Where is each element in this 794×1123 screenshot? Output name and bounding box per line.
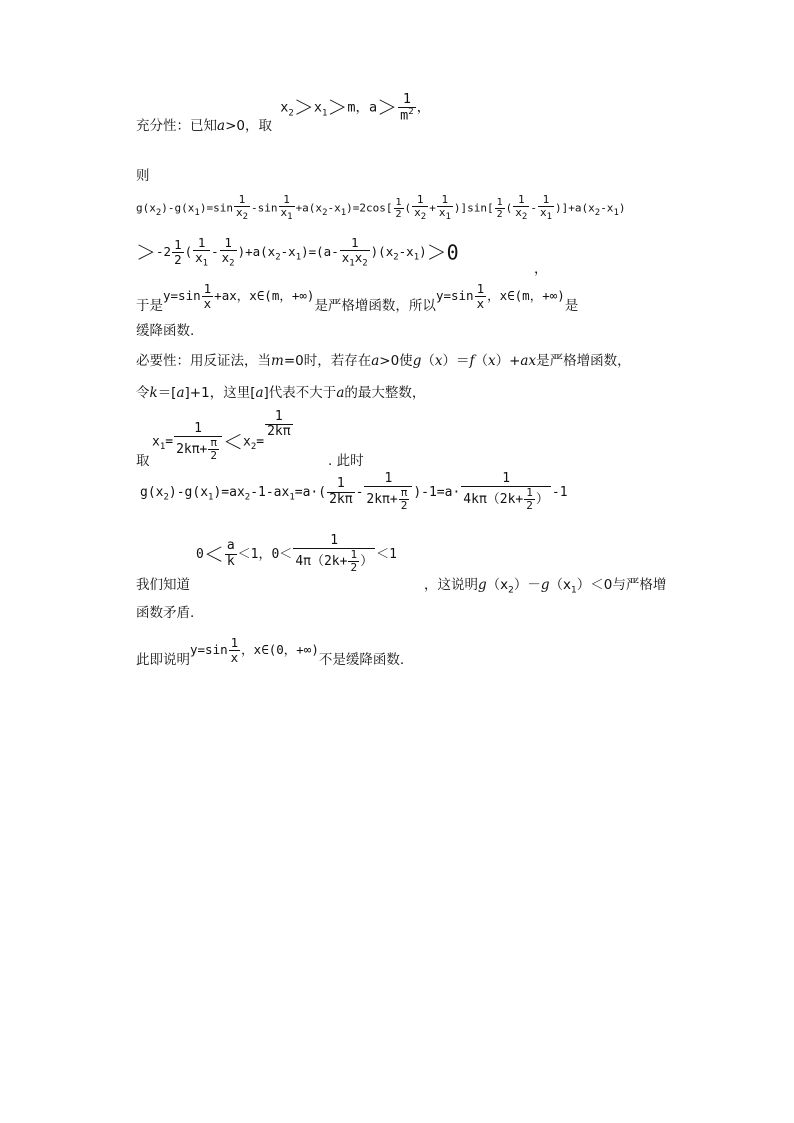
know-after: ，这说明$g(x_2)-g(x_1)<0$与严格增 <box>424 577 667 596</box>
know-label: 我们知道 <box>136 577 190 593</box>
thus-continuation: 缓降函数. <box>136 323 195 339</box>
thus-line: 于是y=sin $\frac{1}{x}$ +ax，x∈(m，+∞)是严格增函数，所以y=sin $\frac{1}{x}$ ，x∈(m，+∞)是 <box>136 281 579 314</box>
take-formula: $x_1=$ 1 2kπ+ $\frac{\pi}{2}$ $<x_2=$ $\frac{1}{2k\pi}$ <box>152 409 291 462</box>
sufficiency-label: 充分性：已知 <box>136 118 217 135</box>
conclusion-line: 此即说明y=sin $\frac{1}{x}$ ，x∈(0，+∞)不是缓降函数. <box>136 635 405 668</box>
take-end: . 此时 <box>328 453 364 469</box>
var-a: a <box>217 118 226 135</box>
equation-g-difference: $g(x_2)-g(x_1)=ax_2-1-ax_1=a\cdot$( $\frac{1}{2k\pi}$ - 1 2kπ+ $\frac{\pi}{2}$ )-1=a· 1 4kπ（2k+ $\frac{1}{2}$ ） -1 <box>140 471 568 513</box>
eq2-comma: ， <box>534 261 548 277</box>
let-k-line: 令k＝[a]+1，这里[a]代表不大于a的最大整数， <box>136 385 426 401</box>
then-label: 则 <box>136 168 150 184</box>
fraction-1-over-m2: $\frac{1}{m^2}$ <box>400 91 414 124</box>
equation-inequality: ＞-2 $\frac{1}{2}$ ( $\frac{1}{x_1}$ - $\frac{1}{x_2}$ )$+a(x_2-x_1)=(a-$ $\frac{1}{x_1x_2}$ )$(x_2-x_1)>0$ <box>136 235 459 269</box>
sufficiency-line <box>136 91 431 137</box>
condition-formula: $x_2>x_1>m$，a＞ $\frac{1}{m^2}$ ， <box>280 91 431 124</box>
know-formula: 0＜ $\frac{a}{k}$ ＜1，0＜ 1 4π（2k+ $\frac{1}{2}$ ） ＜1 <box>196 533 397 575</box>
take-label: 取 <box>136 453 150 469</box>
know-continuation: 函数矛盾. <box>136 605 195 621</box>
equation-difference-sine: $g(x_2)-g(x_1)=\sin$ $\frac{1}{x_2}$ -sin $\frac{1}{x_1}$ $+a(x_2-x_1)=2\cos$[ $\frac{1}{2}$ ( $\frac{1}{x_2}$ + $\frac{1}{x_1}$ )]sin[ $\frac{1}{2}$ ( $\frac{1}{x_2}$ - $\frac{1}{x_1}$ )]$+a(x_2-x_1)$ <box>136 193 626 223</box>
necessity-line: 必要性：用反证法，当m=0时，若存在a>0使g（x）＝f（x）+ax是严格增函数， <box>136 353 631 369</box>
gt-zero-take: >0，取 <box>225 118 272 135</box>
